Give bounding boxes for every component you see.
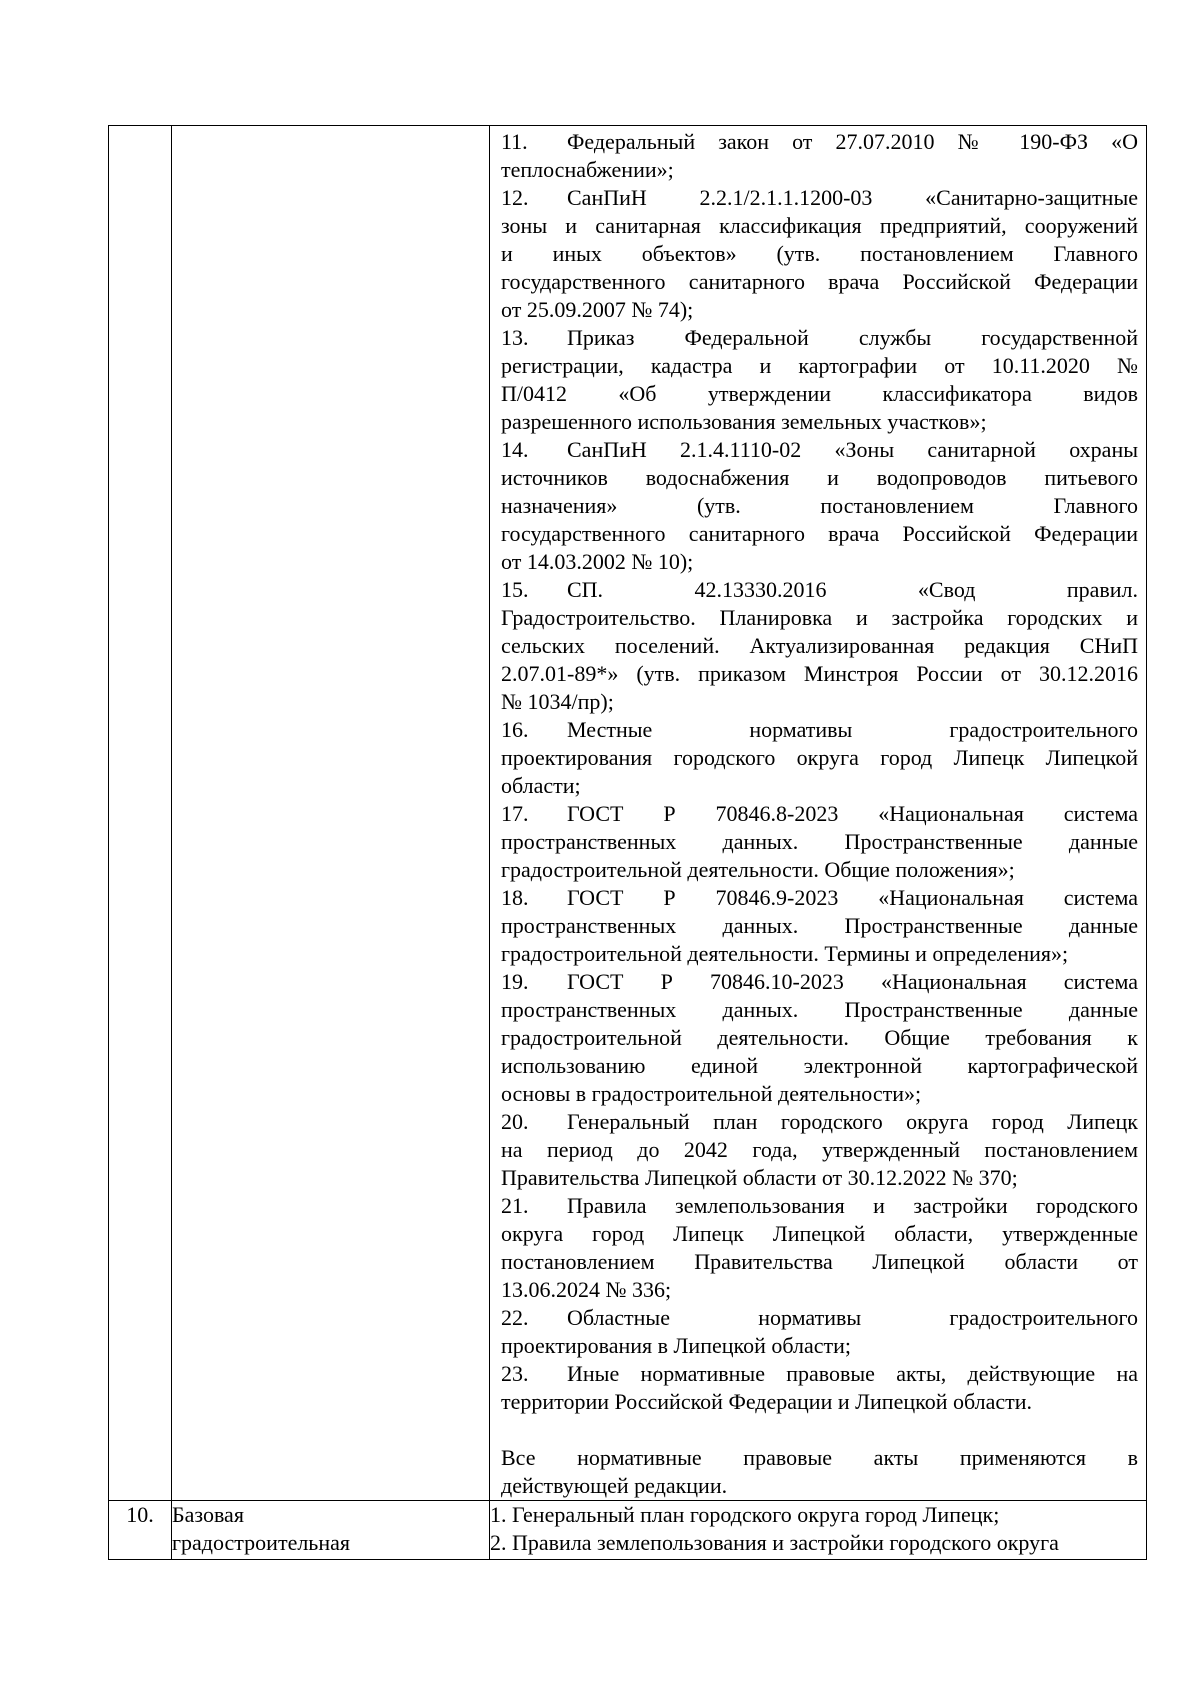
list-item bbox=[501, 1108, 1138, 1192]
list-item-number: 17. bbox=[501, 801, 529, 826]
list-item-line: на период до 2042 года, утвержденный постановлением bbox=[501, 1137, 1138, 1162]
list-item-line: градостроительной деятельности. Общие требования к bbox=[501, 1025, 1138, 1050]
list-item-number: 16. bbox=[501, 717, 529, 742]
closing-note-line: действующей редакции. bbox=[501, 1473, 728, 1498]
list-item-text: СП. 42.13330.2016 «Свод правил. bbox=[567, 577, 1138, 602]
list-item bbox=[501, 436, 1138, 576]
list-item-line: проектирования в Липецкой области; bbox=[501, 1333, 852, 1358]
list-item-line: от 14.03.2002 № 10); bbox=[501, 549, 694, 574]
list-item bbox=[501, 128, 1138, 184]
list-item-line: теплоснабжении»; bbox=[501, 157, 674, 182]
row-number-cell bbox=[109, 126, 172, 1501]
list-item-number: 20. bbox=[501, 1109, 529, 1134]
list-item-line: градостроительной деятельности. Термины и определения»; bbox=[501, 941, 1069, 966]
list-item-text: Областные нормативы градостроительного bbox=[567, 1305, 1138, 1330]
list-item-line bbox=[501, 1360, 1138, 1388]
list-item bbox=[501, 324, 1138, 436]
row-number-cell bbox=[109, 1501, 172, 1560]
list-item-number: 12. bbox=[501, 185, 529, 210]
list-item bbox=[501, 1360, 1138, 1416]
closing-note-line: Все нормативные правовые акты применяются в bbox=[501, 1445, 1138, 1470]
row-label-line: Базовая bbox=[172, 1502, 244, 1527]
legal-acts-list bbox=[490, 126, 1146, 1500]
list-item-line: пространственных данных. Пространственные данные bbox=[501, 829, 1138, 854]
list-item-number: 22. bbox=[501, 1305, 529, 1330]
list-item-line: Правительства Липецкой области от 30.12.2022 № 370; bbox=[501, 1165, 1018, 1190]
list-item-text: СанПиН 2.1.4.1110-02 «Зоны санитарной охраны bbox=[567, 437, 1138, 462]
list-item-line: П/0412 «Об утверждении классификатора видов bbox=[501, 381, 1138, 406]
list-item-line: назначения» (утв. постановлением Главного bbox=[501, 493, 1138, 518]
list-item-line: сельских поселений. Актуализированная редакция СНиП bbox=[501, 633, 1138, 658]
list-item-line bbox=[501, 576, 1138, 604]
list-item-number: 18. bbox=[501, 885, 529, 910]
list-item-text: Иные нормативные правовые акты, действующие на bbox=[567, 1361, 1138, 1386]
list-item-line: государственного санитарного врача Российской Федерации bbox=[501, 521, 1138, 546]
list-item: 2. Правила землепользования и застройки городского округа bbox=[490, 1530, 1059, 1555]
list-item-number: 14. bbox=[501, 437, 529, 462]
list-item-line: пространственных данных. Пространственные данные bbox=[501, 997, 1138, 1022]
list-item bbox=[501, 884, 1138, 968]
list-item bbox=[501, 1192, 1138, 1304]
list-item-line bbox=[501, 716, 1138, 744]
list-item-text: СанПиН 2.2.1/2.1.1.1200-03 «Санитарно-защитные bbox=[567, 185, 1138, 210]
row-content-cell bbox=[490, 1501, 1147, 1560]
list-item-line bbox=[501, 968, 1138, 996]
list-item bbox=[501, 716, 1138, 800]
spacer bbox=[501, 1416, 1138, 1444]
list-item-line: 13.06.2024 № 336; bbox=[501, 1277, 672, 1302]
list-item-text: Приказ Федеральной службы государственной bbox=[567, 325, 1138, 350]
list-item-text: Федеральный закон от 27.07.2010 № 190-ФЗ «О bbox=[567, 129, 1138, 154]
list-item-number: 21. bbox=[501, 1193, 529, 1218]
list-item-line: № 1034/пр); bbox=[501, 689, 614, 714]
row-label-line: градостроительная bbox=[172, 1530, 350, 1555]
list-item: 1. Генеральный план городского округа город Липецк; bbox=[490, 1502, 1000, 1527]
list-item-line: и иных объектов» (утв. постановлением Главного bbox=[501, 241, 1138, 266]
list-item-line bbox=[501, 128, 1138, 156]
list-item-line: основы в градостроительной деятельности»; bbox=[501, 1081, 922, 1106]
list-item-text: Правила землепользования и застройки городского bbox=[567, 1193, 1138, 1218]
list-item-line bbox=[501, 184, 1138, 212]
list-item-line: разрешенного использования земельных участков»; bbox=[501, 409, 987, 434]
list-item bbox=[501, 1304, 1138, 1360]
list-item-text: ГОСТ Р 70846.10-2023 «Национальная система bbox=[567, 969, 1138, 994]
row-number: 10. bbox=[126, 1502, 154, 1527]
list-item bbox=[501, 576, 1138, 716]
list-item-line: округа город Липецк Липецкой области, утвержденные bbox=[501, 1221, 1138, 1246]
list-item-line: использованию единой электронной картографической bbox=[501, 1053, 1138, 1078]
list-item-line: территории Российской Федерации и Липецкой области. bbox=[501, 1389, 1033, 1414]
list-item-text: Генеральный план городского округа город Липецк bbox=[567, 1109, 1138, 1134]
requirements-table bbox=[108, 125, 1147, 1560]
list-item-line: зоны и санитарная классификация предприятий, сооружений bbox=[501, 213, 1138, 238]
table-row bbox=[109, 1501, 1147, 1560]
closing-note bbox=[501, 1444, 1138, 1500]
list-item-line: Градостроительство. Планировка и застройка городских и bbox=[501, 605, 1138, 630]
list-item-line: регистрации, кадастра и картографии от 10.11.2020 № bbox=[501, 353, 1138, 378]
list-item-line: пространственных данных. Пространственные данные bbox=[501, 913, 1138, 938]
list-item-line: от 25.09.2007 № 74); bbox=[501, 297, 694, 322]
list-item-text: ГОСТ Р 70846.9-2023 «Национальная система bbox=[567, 885, 1138, 910]
table-row bbox=[109, 126, 1147, 1501]
list-item-line: источников водоснабжения и водопроводов питьевого bbox=[501, 465, 1138, 490]
list-item-number: 11. bbox=[501, 129, 528, 154]
list-item-line: проектирования городского округа город Липецк Липецкой bbox=[501, 745, 1138, 770]
list-item-line: постановлением Правительства Липецкой области от bbox=[501, 1249, 1138, 1274]
list-item bbox=[501, 968, 1138, 1108]
list-item-line: государственного санитарного врача Российской Федерации bbox=[501, 269, 1138, 294]
list-item-line bbox=[501, 324, 1138, 352]
list-item-line bbox=[501, 884, 1138, 912]
list-item-text: Местные нормативы градостроительного bbox=[567, 717, 1138, 742]
list-item-number: 13. bbox=[501, 325, 529, 350]
row-content-cell bbox=[490, 126, 1147, 1501]
list-item-text: ГОСТ Р 70846.8-2023 «Национальная система bbox=[567, 801, 1138, 826]
list-item bbox=[501, 800, 1138, 884]
list-item-line bbox=[501, 1108, 1138, 1136]
list-item-line bbox=[501, 436, 1138, 464]
list-item-number: 23. bbox=[501, 1361, 529, 1386]
list-item-line bbox=[501, 800, 1138, 828]
list-item-line bbox=[501, 1192, 1138, 1220]
list-item-number: 19. bbox=[501, 969, 529, 994]
list-item-line: 2.07.01-89*» (утв. приказом Минстроя России от 30.12.2016 bbox=[501, 661, 1138, 686]
row-label-cell bbox=[172, 1501, 490, 1560]
list-item-line bbox=[501, 1304, 1138, 1332]
row-label-cell bbox=[172, 126, 490, 1501]
list-item-line: области; bbox=[501, 773, 581, 798]
list-item bbox=[501, 184, 1138, 324]
list-item-number: 15. bbox=[501, 577, 529, 602]
list-item-line: градостроительной деятельности. Общие положения»; bbox=[501, 857, 1015, 882]
